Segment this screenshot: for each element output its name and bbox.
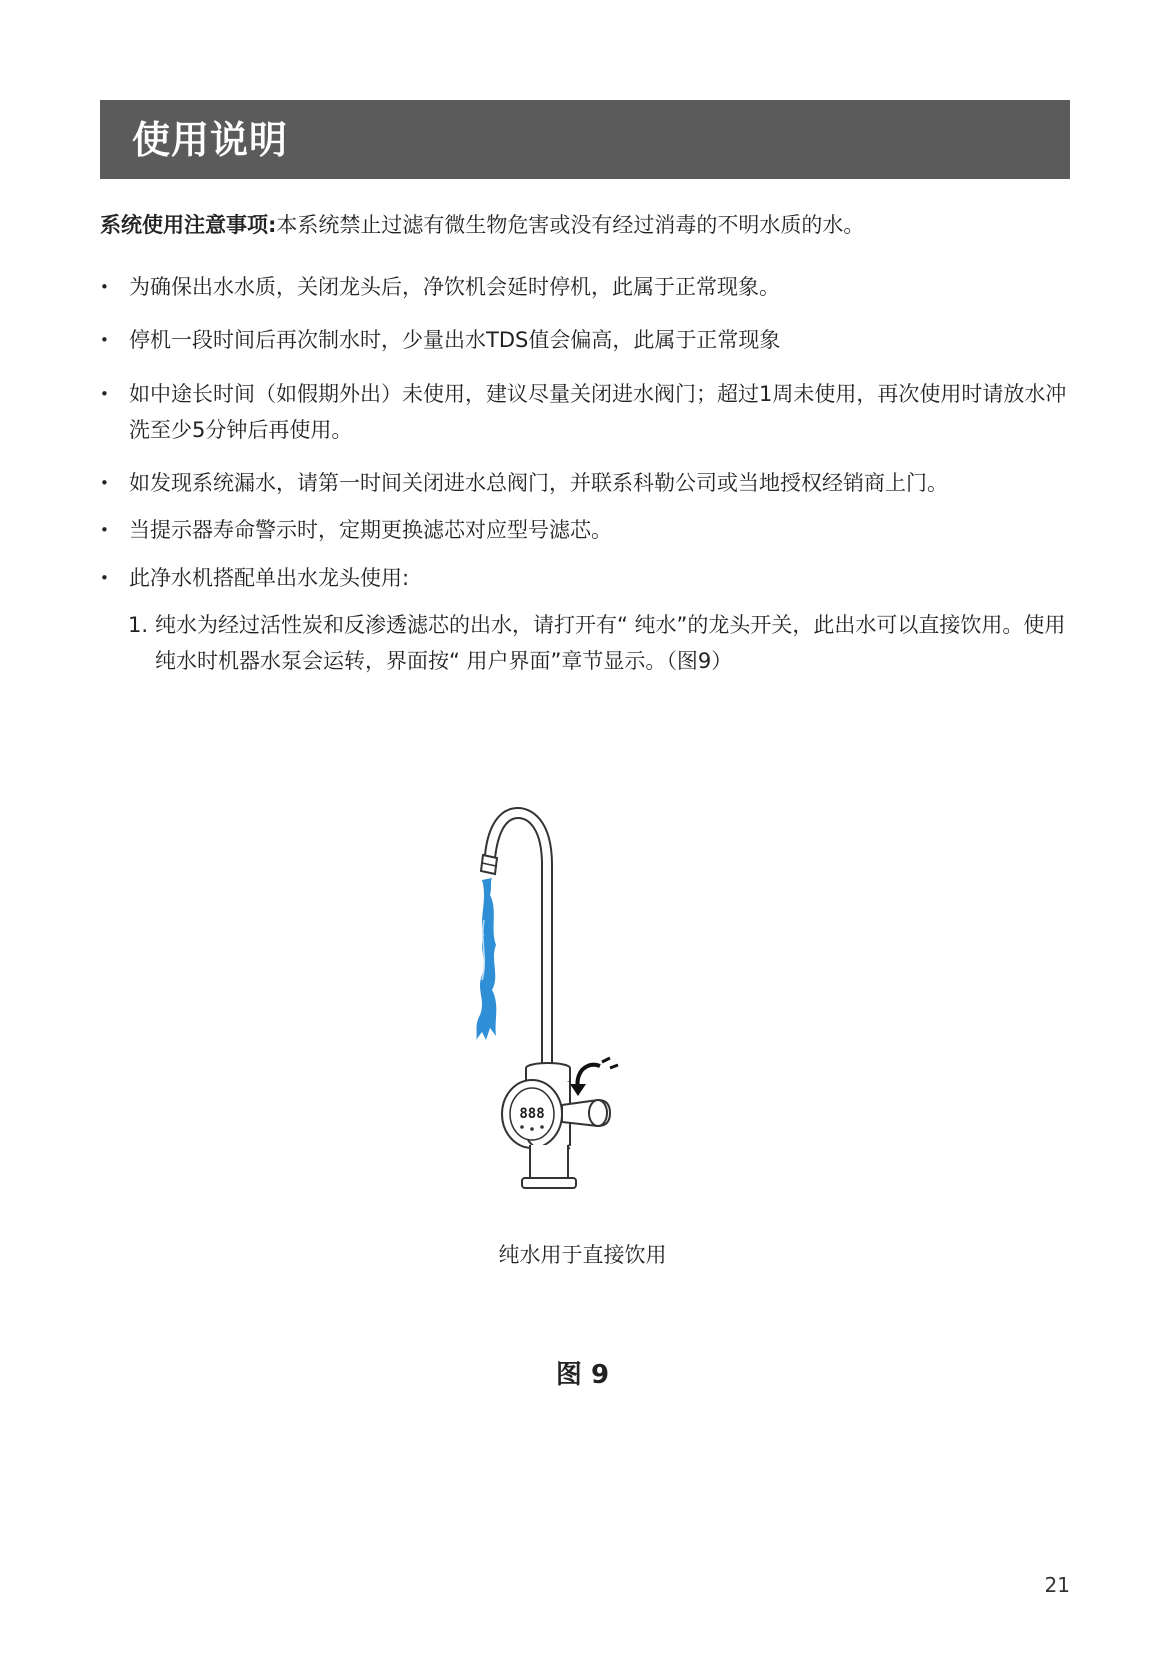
- bullet-dot: •: [100, 569, 109, 587]
- figure-caption: 纯水用于直接饮用: [498, 1243, 667, 1267]
- figure-label: 图 9: [555, 1360, 610, 1390]
- list-item: [100, 512, 1070, 548]
- item-number: 1.: [128, 613, 149, 637]
- intro-label: 系统使用注意事项:: [100, 213, 277, 237]
- rotate-arrow-icon: [570, 1084, 586, 1096]
- numbered-item-text: 纯水为经过活性炭和反渗透滤芯的出水，请打开有“ 纯水”的龙头开关，此出水可以直接饮用。使用纯水时机器水泵会运转，界面按“ 用户界面”章节显示。（图9）: [155, 613, 1066, 673]
- faucet-illustration: [470, 800, 670, 1220]
- page-title: 使用说明: [132, 118, 289, 162]
- page-number: 21: [1044, 1573, 1070, 1597]
- list-item: [100, 376, 1070, 448]
- list-item-text: 此净水机搭配单出水龙头使用:: [129, 566, 410, 590]
- list-item: [100, 269, 1070, 305]
- bullet-dot: •: [100, 278, 109, 296]
- list-item-text: 如发现系统漏水，请第一时间关闭进水总阀门，并联系科勒公司或当地授权经销商上门。: [129, 471, 948, 495]
- faucet-base: [522, 1178, 576, 1188]
- list-item-text: 为确保出水水质，关闭龙头后，净饮机会延时停机，此属于正常现象。: [129, 275, 780, 299]
- intro-paragraph: [100, 210, 1080, 240]
- list-item: [100, 465, 1070, 501]
- display-digits: 888: [519, 1106, 545, 1122]
- bullet-dot: •: [100, 331, 109, 349]
- numbered-item: [128, 607, 1068, 679]
- list-item: [100, 322, 1070, 358]
- intro-text: 本系统禁止过滤有微生物危害或没有经过消毒的不明水质的水。: [276, 213, 865, 237]
- list-item: [100, 560, 1070, 596]
- section-header-bar: [100, 100, 1070, 179]
- list-item-text: 如中途长时间（如假期外出）未使用，建议尽量关闭进水阀门；超过1周未使用，再次使用时请放水冲洗至少5分钟后再使用。: [129, 382, 1067, 442]
- list-item-text: 当提示器寿命警示时，定期更换滤芯对应型号滤芯。: [129, 518, 612, 542]
- faucet-drawing: [470, 800, 670, 1220]
- list-item-text: 停机一段时间后再次制水时，少量出水TDS值会偏高，此属于正常现象: [129, 328, 781, 352]
- water-stream-icon: [476, 878, 496, 1040]
- bullet-dot: •: [100, 474, 109, 492]
- bullet-dot: •: [100, 385, 109, 403]
- bullet-dot: •: [100, 521, 109, 539]
